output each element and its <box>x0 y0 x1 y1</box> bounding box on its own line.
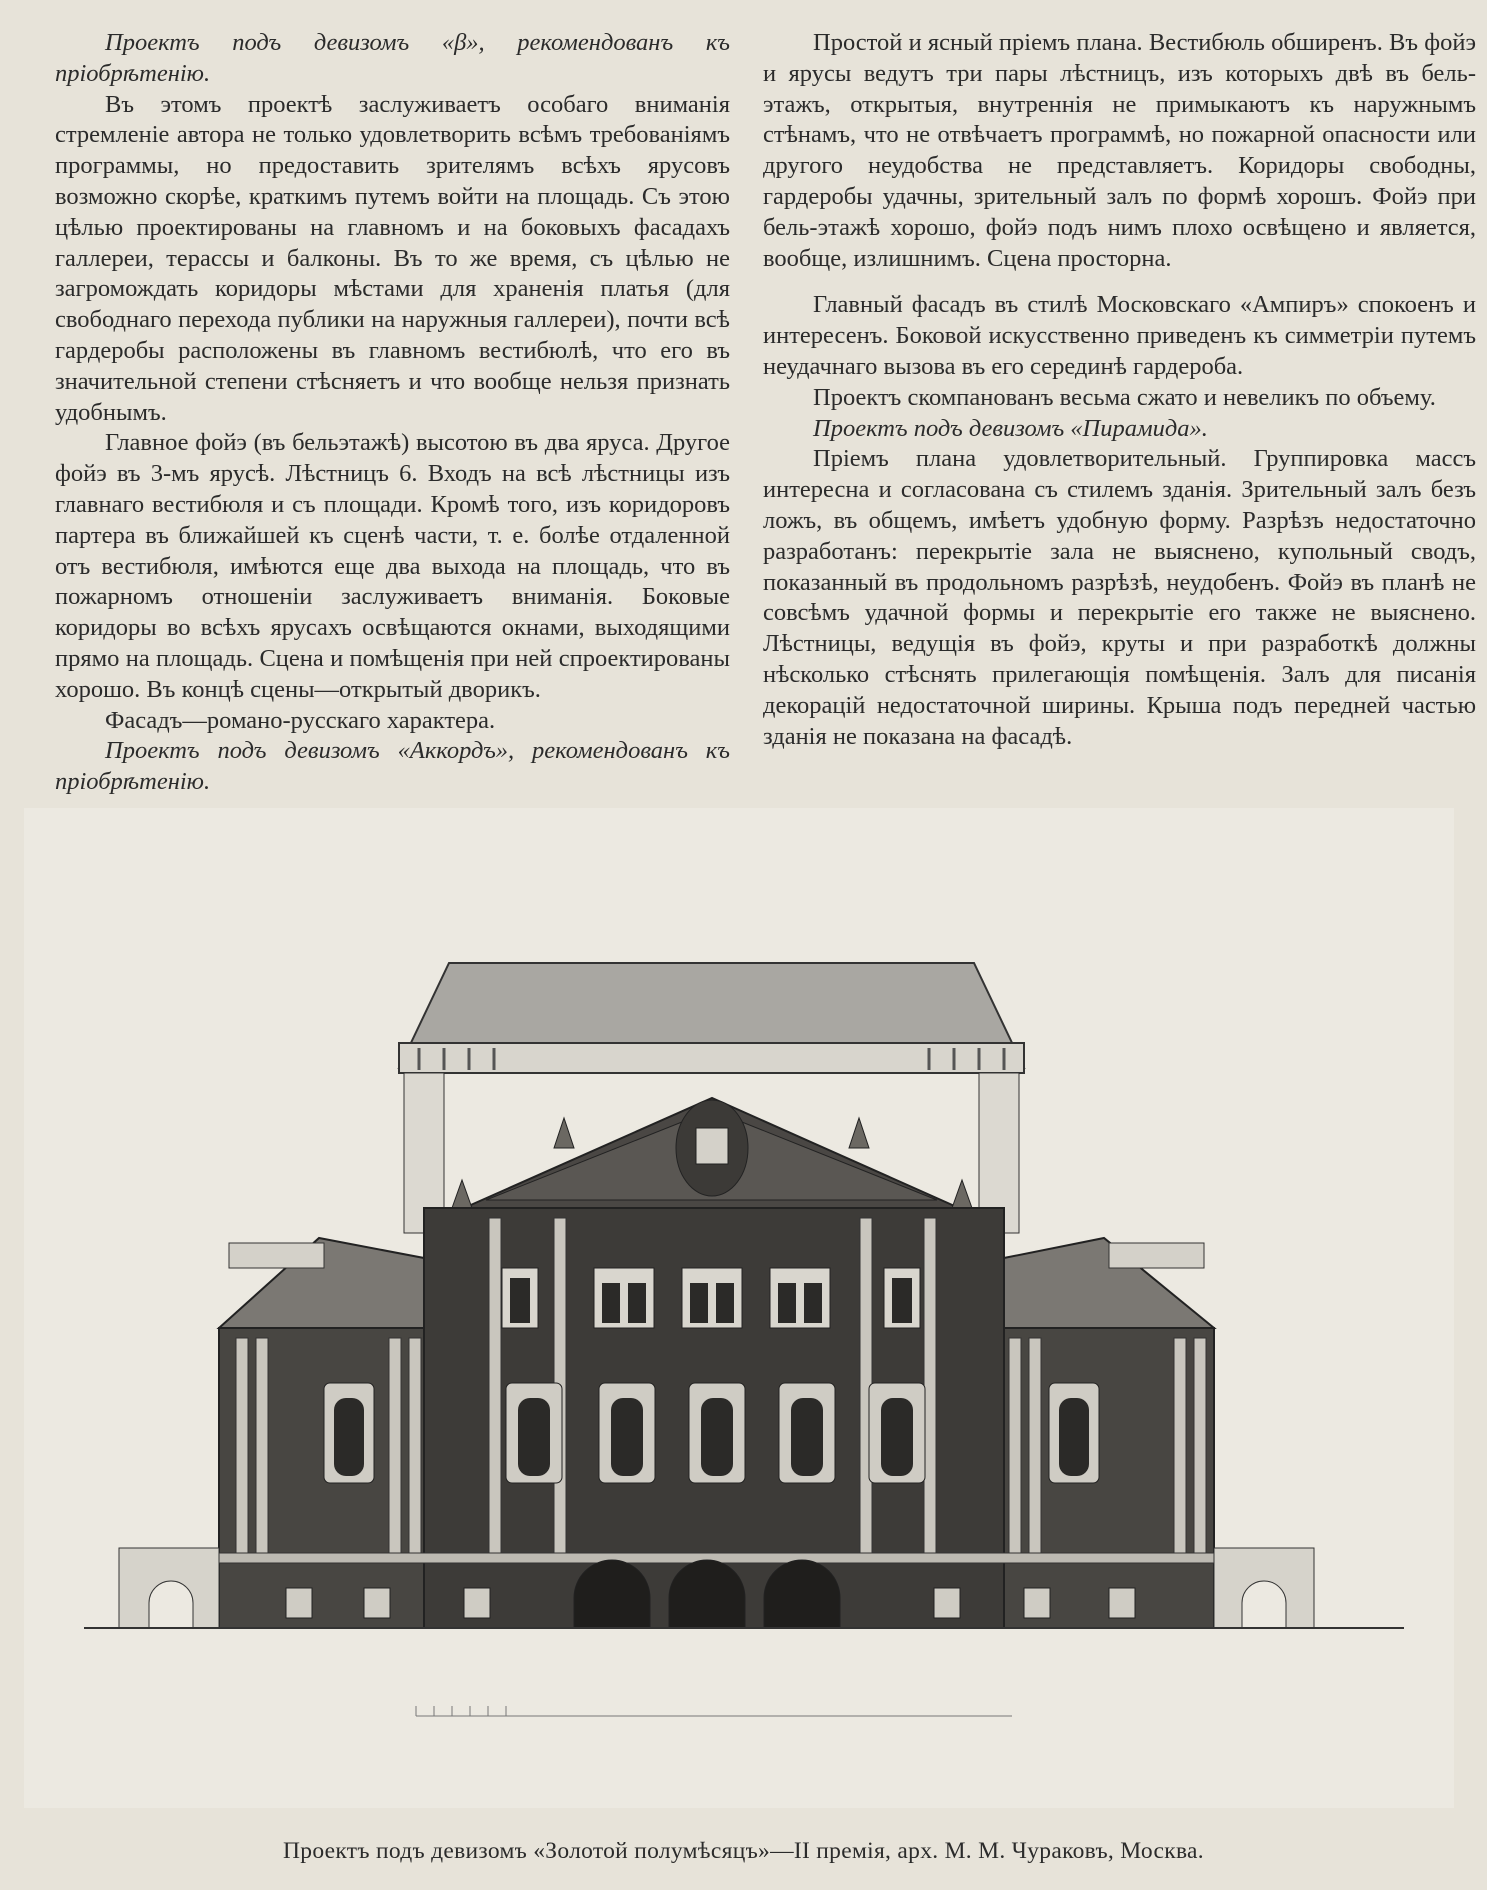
left-text-column <box>55 28 730 798</box>
project-piramida-heading: Проектъ подъ девизомъ «Пирамида». <box>813 414 1208 442</box>
project-beta-paragraph-3: Фасадъ—романо-русскаго характера. <box>105 706 496 734</box>
project-akkord-heading: Проектъ подъ девизомъ «Аккордъ», рекомендованъ къ пріобрѣтенію. <box>55 737 730 796</box>
project-beta-heading: Проектъ подъ девизомъ «β», рекомендованъ къ пріобрѣтенію. <box>55 29 730 87</box>
project-beta-paragraph-2: Главное фойэ (въ бельэтажѣ) высотою въ два яруса. Другое фойэ въ 3-мъ ярусѣ. Лѣстницъ 6. Входъ на всѣ лѣстницы изъ главнаго вестибюля и съ площади. Кромѣ того, изъ коридоровъ партера въ ближайшей къ сценѣ части, т. е. болѣе отдаленной отъ вестибюля, имѣются еще два выхода на площадь, что въ пожарномъ отношеніи заслуживаетъ вниманія. Боковые коридоры во всѣхъ ярусахъ освѣщаются окнами, выходящими прямо на площадь. Сцена и помѣщенія при ней спроектированы хорошо. Въ концѣ сцены—открытый дворикъ. <box>55 429 730 703</box>
project-beta-paragraph-1: Въ этомъ проектѣ заслуживаетъ особаго вниманія стремленіе автора не только удовлетворить всѣмъ требованіямъ программы, но предоставить зрителямъ всѣхъ ярусовъ возможно скорѣе, краткимъ путемъ войти на площадь. Съ этою цѣлью проектированы на главномъ и на боковыхъ фасадахъ галлереи, терассы и балконы. Въ то же время, съ цѣлью не загромождать коридоры мѣстами для храненія платья (для свободнаго перехода публики на наружныя галлереи), почти всѣ гардеробы расположены въ главномъ вестибюлѣ, что его въ значительной степени стѣсняетъ и что вообще нельзя признать удобнымъ. <box>55 90 730 426</box>
project-akkord-paragraph-3: Проектъ скомпанованъ весьма сжато и невеликъ по объему. <box>813 383 1436 411</box>
facade-illustration <box>24 808 1454 1808</box>
figure-caption: Проектъ подъ девизомъ «Золотой полумѣсяцъ»—II премія, арх. М. М. Чураковъ, Москва. <box>283 1838 1204 1864</box>
right-text-column <box>763 28 1476 752</box>
project-piramida-paragraph-1: Пріемъ плана удовлетворительный. Группировка массъ интересна и согласована съ стилемъ зданія. Зрительный залъ безъ ложъ, въ общемъ, имѣетъ удобную форму. Разрѣзъ недостаточно разработанъ: перекрытіе зала не выяснено, купольный сводъ, показанный въ продольномъ разрѣзѣ, неудобенъ. Фойэ въ планѣ не совсѣмъ удачной формы и перекрытіе его также не выяснено. Лѣстницы, ведущія въ фойэ, круты и при разработкѣ должны нѣсколько стѣснять прилегающія помѣщенія. Залъ для писанія декорацій недостаточной ширины. Крыша подъ передней частью зданія не показана на фасадѣ. <box>763 445 1476 750</box>
project-akkord-paragraph-1: Простой и ясный пріемъ плана. Вестибюль обширенъ. Въ фойэ и ярусы ведутъ три пары лѣстницъ, изъ которыхъ двѣ въ бель-этажъ, открытыя, внутреннія не примыкаютъ къ наружнымъ стѣнамъ, что не отвѣчаетъ программѣ, но пожарной опасности или другого неудобства не представляетъ. Коридоры свободны, гардеробы удачны, зрительный залъ по формѣ хорошъ. Фойэ при бель-этажѣ хорошо, фойэ подъ нимъ плохо освѣщено и является, вообще, излишнимъ. Сцена просторна. <box>763 29 1476 272</box>
facade-drawing <box>24 808 1454 1808</box>
project-akkord-paragraph-2: Главный фасадъ въ стилѣ Московскаго «Ампиръ» спокоенъ и интересенъ. Боковой искусственно приведенъ къ симметріи путемъ неудачнаго вызова въ его серединѣ гардероба. <box>763 291 1476 380</box>
